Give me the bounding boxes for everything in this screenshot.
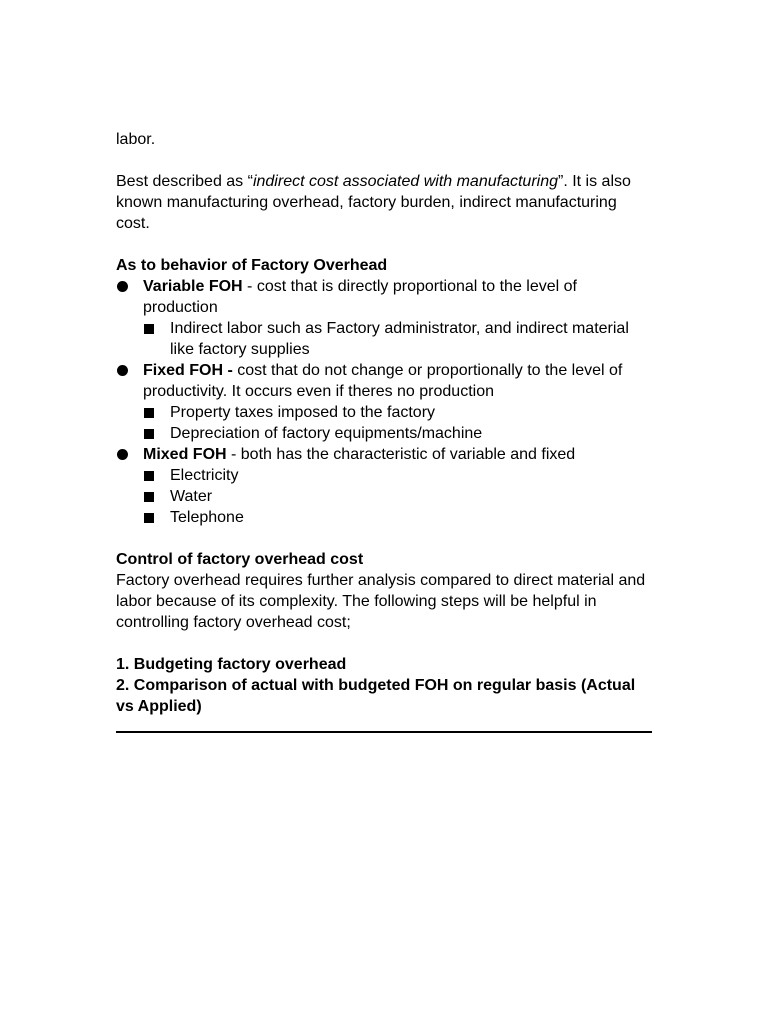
- behavior-item-variable: [116, 276, 652, 360]
- spacer: [116, 234, 652, 255]
- behavior-list: [116, 276, 652, 528]
- behavior-subitem: [143, 402, 652, 423]
- behavior-item-term: Variable FOH: [143, 278, 243, 295]
- bullet-square-icon: [144, 429, 154, 439]
- spacer: [116, 528, 652, 549]
- control-body: Factory overhead requires further analysis compared to direct material and labor because of its complexity. The following steps will be helpful in controlling factory overhead cost;: [116, 572, 646, 631]
- intro-fragment: labor.: [116, 131, 156, 148]
- bullet-square-icon: [144, 492, 154, 502]
- behavior-item-term: Mixed FOH: [143, 446, 227, 463]
- behavior-subitem-text: Electricity: [170, 467, 239, 484]
- behavior-subitem: [143, 486, 652, 507]
- behavior-heading: As to behavior of Factory Overhead: [116, 257, 388, 274]
- definition-text-after: ”. It is also known manufacturing overhead, factory burden, indirect manufacturing cost.: [116, 173, 631, 232]
- behavior-item-desc: - cost that is directly proportional to the level of production: [143, 278, 577, 316]
- bullet-square-icon: [144, 324, 154, 334]
- behavior-subitem-text: Telephone: [170, 509, 244, 526]
- spacer: [116, 633, 652, 654]
- control-step: 2. Comparison of actual with budgeted FOH on regular basis (Actual vs Applied): [116, 677, 636, 715]
- behavior-sublist: [143, 402, 652, 444]
- bullet-dot-icon: [117, 281, 128, 292]
- bullet-square-icon: [144, 513, 154, 523]
- bullet-dot-icon: [117, 365, 128, 376]
- behavior-sublist: [143, 318, 652, 360]
- control-step: 1. Budgeting factory overhead: [116, 656, 347, 673]
- behavior-item-desc: - both has the characteristic of variable and fixed: [226, 446, 576, 463]
- definition-text-before: Best described as “: [116, 173, 253, 190]
- behavior-subitem-text: Property taxes imposed to the factory: [170, 404, 436, 421]
- bullet-square-icon: [144, 408, 154, 418]
- behavior-subitem-text: Depreciation of factory equipments/machine: [170, 425, 483, 442]
- behavior-subitem: [143, 507, 652, 528]
- behavior-subitem: [143, 465, 652, 486]
- bullet-square-icon: [144, 471, 154, 481]
- spacer: [116, 150, 652, 171]
- behavior-subitem-text: Indirect labor such as Factory administrator, and indirect material like factory supplies: [170, 320, 629, 358]
- behavior-item-term: Fixed FOH -: [143, 362, 233, 379]
- document-page: [116, 129, 652, 717]
- behavior-sublist: [143, 465, 652, 528]
- control-heading: Control of factory overhead cost: [116, 551, 364, 568]
- behavior-item-fixed: [116, 360, 652, 444]
- horizontal-rule: [116, 731, 652, 733]
- definition-paragraph: [116, 171, 652, 234]
- behavior-subitem: [143, 423, 652, 444]
- definition-italic-phrase: indirect cost associated with manufacturing: [252, 173, 558, 190]
- behavior-item-mixed: [116, 444, 652, 528]
- bullet-dot-icon: [117, 449, 128, 460]
- behavior-item-desc: cost that do not change or proportionally to the level of productivity. It occurs even if theres no production: [143, 362, 623, 400]
- behavior-subitem-text: Water: [170, 488, 213, 505]
- behavior-subitem: [143, 318, 652, 360]
